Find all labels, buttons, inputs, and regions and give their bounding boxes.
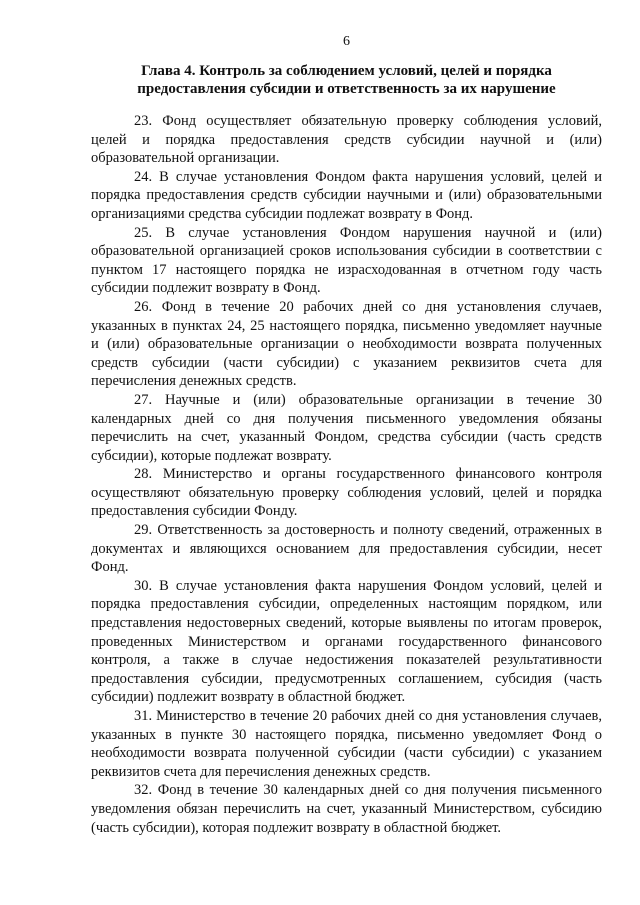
page-number: 6 (343, 34, 350, 49)
paragraph-32: 32. Фонд в течение 30 календарных дней со дня получения письменного уведомления обязан перечислить на счет, указанный Министерством, субсидию (часть субсидии), которая подлежит возврату в областной бюджет. (91, 782, 602, 836)
paragraph-23: 23. Фонд осуществляет обязательную проверку соблюдения условий, целей и порядка предоставления средств субсидии научной и (или) образовательной организации. (91, 113, 602, 167)
chapter-title-line-1: Глава 4. Контроль за соблюдением условий, целей и порядка (141, 63, 552, 79)
paragraph-29: 29. Ответственность за достоверность и полноту сведений, отраженных в документах и являющихся основанием для предоставления субсидии, несет Фонд. (91, 522, 602, 576)
paragraph-28: 28. Министерство и органы государственного финансового контроля осуществляют обязательную проверку соблюдения условий, целей и порядка предоставления субсидии Фонду. (91, 466, 602, 520)
paragraph-24: 24. В случае установления Фондом факта нарушения условий, целей и порядка предоставления средств субсидии научными и (или) образовательными организациями средства субсидии подлежат возврату в Фонд. (91, 168, 602, 222)
paragraph-25: 25. В случае установления Фондом нарушения научной и (или) образовательной организацией сроков использования субсидии в соответствии с пунктом 17 настоящего порядка не израсходованная в отчетном году часть субсидии подлежит возврату в Фонд. (91, 224, 602, 297)
paragraph-list (91, 112, 602, 837)
chapter-title-line-2: предоставления субсидии и ответственность за их нарушение (137, 81, 556, 97)
paragraph-27: 27. Научные и (или) образовательные организации в течение 30 календарных дней со дня получения письменного уведомления обязаны перечислить на счет, указанный Фондом, средства субсидии (часть средств субсидии), которые подлежат возврату. (91, 391, 602, 464)
paragraph-26: 26. Фонд в течение 20 рабочих дней со дня установления случаев, указанных в пунктах 24, 25 настоящего порядка, письменно уведомляет научные и (или) образовательные организации о необходимости возврата полученных средств субсидии (части субсидии) с указанием реквизитов счета для перечисления денежных средств. (91, 298, 602, 390)
paragraph-31: 31. Министерство в течение 20 рабочих дней со дня установления случаев, указанных в пункте 30 настоящего порядка, письменно уведомляет Фонд о необходимости возврата полученной субсидии (части субсидии) с указанием реквизитов счета для перечисления денежных средств. (91, 708, 602, 780)
chapter-title (91, 62, 602, 98)
paragraph-30: 30. В случае установления факта нарушения Фондом условий, целей и порядка предоставления субсидии, определенных настоящим порядком, или представления недостоверных сведений, которые выявлены по итогам проверок, проведенных Министерством и органами государственного финансового контроля, а также в случае недостижения показателей результативности предоставления субсидии, предусмотренных соглашением, субсидия (часть субсидии) подлежит возврату в областной бюджет. (91, 577, 602, 706)
